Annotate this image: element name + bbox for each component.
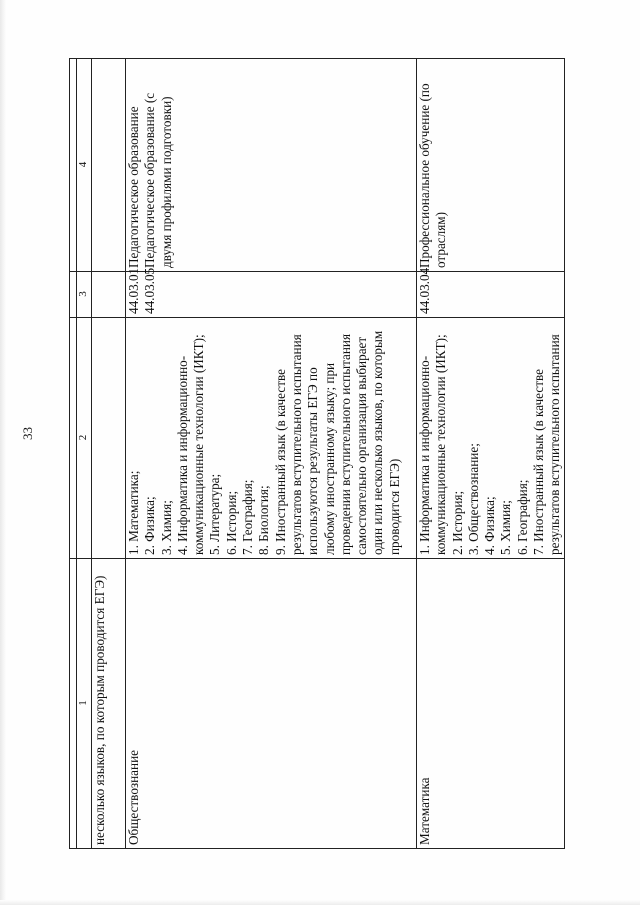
exam-item: 2. Физика; bbox=[142, 496, 158, 555]
exam-item: 6. История; bbox=[223, 490, 239, 555]
programs-cell bbox=[417, 59, 565, 272]
codes-cell bbox=[417, 267, 565, 318]
exams-cell bbox=[417, 318, 565, 559]
exam-item: 7. География; bbox=[240, 479, 256, 555]
exam-item: 9. Иностранный язык (в качестве результатов вступительного испытания используются результаты ЕГЭ по любому иностранному языку; при проведении вступительного испытания самостоятельно организация выбирает один или несколько языков, по которым проводится ЕГЭ) bbox=[272, 330, 402, 555]
table-top-strip bbox=[70, 59, 77, 849]
exam-item: 6. География; bbox=[514, 479, 530, 555]
program-name: Профессиональное обучение (по отраслям) bbox=[417, 83, 449, 268]
codes-cell bbox=[126, 267, 417, 318]
exam-item: 3. Обществознание; bbox=[465, 443, 481, 555]
program-name: Педагогическое образование bbox=[126, 106, 141, 268]
exam-item: 1. Информатика и информационно-коммуникационные технологии (ИКТ); bbox=[417, 334, 449, 555]
exam-item: 1. Математика; bbox=[126, 470, 141, 555]
table-row bbox=[417, 59, 565, 849]
header-col-4: 4 bbox=[77, 59, 92, 272]
subject-cell: Обществознание bbox=[126, 559, 417, 849]
subject-cell: Математика bbox=[417, 559, 565, 849]
header-col-2: 2 bbox=[77, 318, 92, 559]
continued-text: несколько языков, по которым проводится ЕГЭ) bbox=[92, 559, 126, 849]
admission-table bbox=[69, 58, 565, 849]
table-row bbox=[126, 59, 417, 849]
scan-edge bbox=[0, 0, 6, 905]
header-col-3: 3 bbox=[77, 272, 92, 318]
program-code: 44.03.01 bbox=[126, 267, 141, 314]
exam-item: 7. Иностранный язык (в качестве результатов вступительного испытания bbox=[531, 334, 563, 555]
header-col-1: 1 bbox=[77, 559, 92, 849]
table-header-row bbox=[77, 59, 92, 849]
program-code: 44.03.05 bbox=[142, 267, 158, 314]
program-code: 44.03.04 bbox=[417, 267, 432, 314]
page-number: 33 bbox=[20, 427, 35, 440]
exam-item: 5. Химия; bbox=[498, 500, 514, 555]
exam-item: 4. Физика; bbox=[482, 496, 498, 555]
exam-item: 5. Литература; bbox=[207, 473, 223, 555]
program-name: Педагогическое образование (с двумя профилями подготовки) bbox=[142, 92, 174, 268]
scan-edge-bottom bbox=[0, 900, 640, 905]
exam-item: 3. Химия; bbox=[158, 500, 174, 555]
exam-item: 4. Информатика и информационно-коммуникационные технологии (ИКТ); bbox=[174, 334, 207, 555]
programs-cell bbox=[126, 59, 417, 272]
continued-row bbox=[92, 59, 126, 849]
exam-item: 8. Биология; bbox=[256, 485, 272, 555]
rotated-table-container bbox=[69, 59, 562, 849]
exam-item: 2. История; bbox=[449, 490, 465, 555]
exams-cell bbox=[126, 318, 417, 559]
